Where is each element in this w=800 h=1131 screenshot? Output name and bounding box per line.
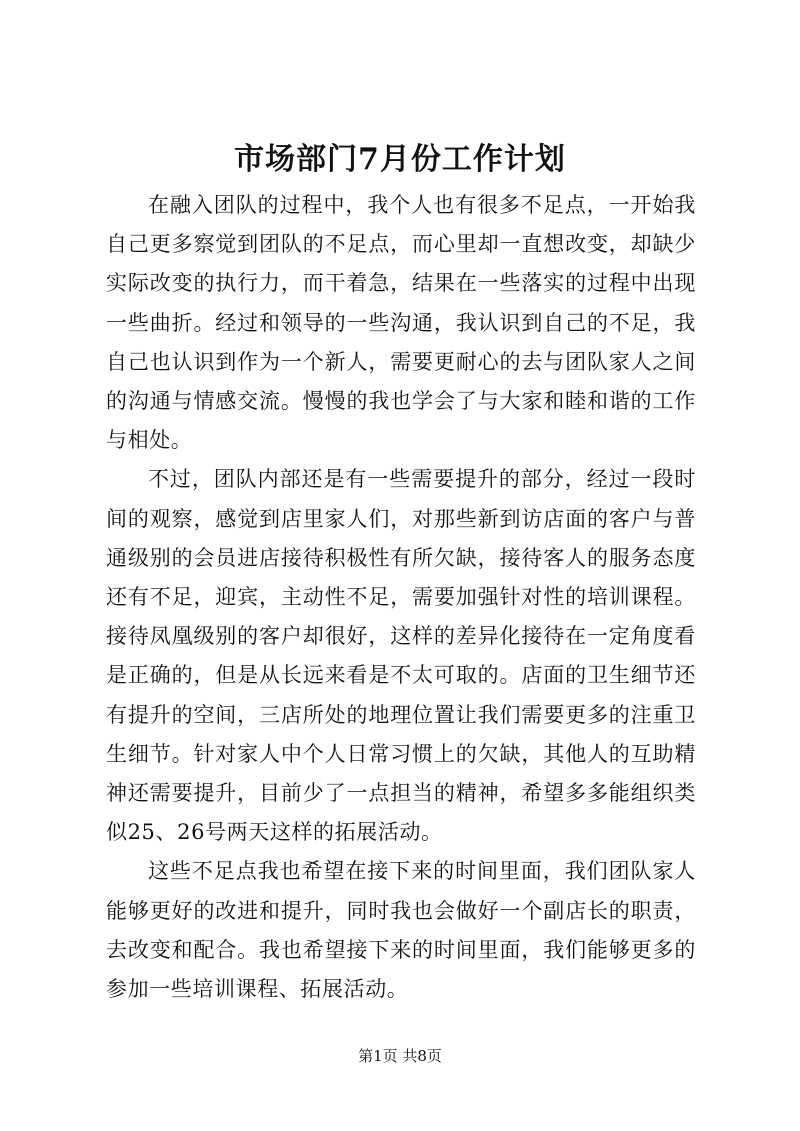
paragraph-2: 不过，团队内部还是有一些需要提升的部分，经过一段时间的观察，感觉到店里家人们，对那些新到访店面的客户与普通级别的会员进店接待积极性有所欠缺，接待客人的服务态度还有不足，迎宾，主动性不足，需要加强针对性的培训课程。接待凤凰级别的客户却很好，这样的差异化接待在一定角度看是正确的，但是从长远来看是不太可取的。店面的卫生细节还有提升的空间，三店所处的地理位置让我们需要更多的注重卫生细节。针对家人中个人日常习惯上的欠缺，其他人的互助精神还需要提升，目前少了一点担当的精神，希望多多能组织类似25、26号两天这样的拓展活动。 (106, 467, 696, 845)
paragraph-1: 在融入团队的过程中，我个人也有很多不足点，一开始我自己更多察觉到团队的不足点，而心里却一直想改变，却缺少实际改变的执行力，而干着急，结果在一些落实的过程中出现一些曲折。经过和领导的一些沟通，我认识到自己的不足，我自己也认识到作为一个新人，需要更耐心的去与团队家人之间的沟通与情感交流。慢慢的我也学会了与大家和睦和谐的工作与相处。 (106, 193, 696, 453)
page-footer: 第1页 共8页 (358, 1047, 442, 1065)
document-title: 市场部门7月份工作计划 (234, 142, 566, 177)
document-body (106, 186, 696, 1009)
paragraph-3: 这些不足点我也希望在接下来的时间里面，我们团队家人能够更好的改进和提升，同时我也会做好一个副店长的职责，去改变和配合。我也希望接下来的时间里面，我们能够更多的参加一些培训课程、拓展活动。 (106, 859, 696, 1002)
